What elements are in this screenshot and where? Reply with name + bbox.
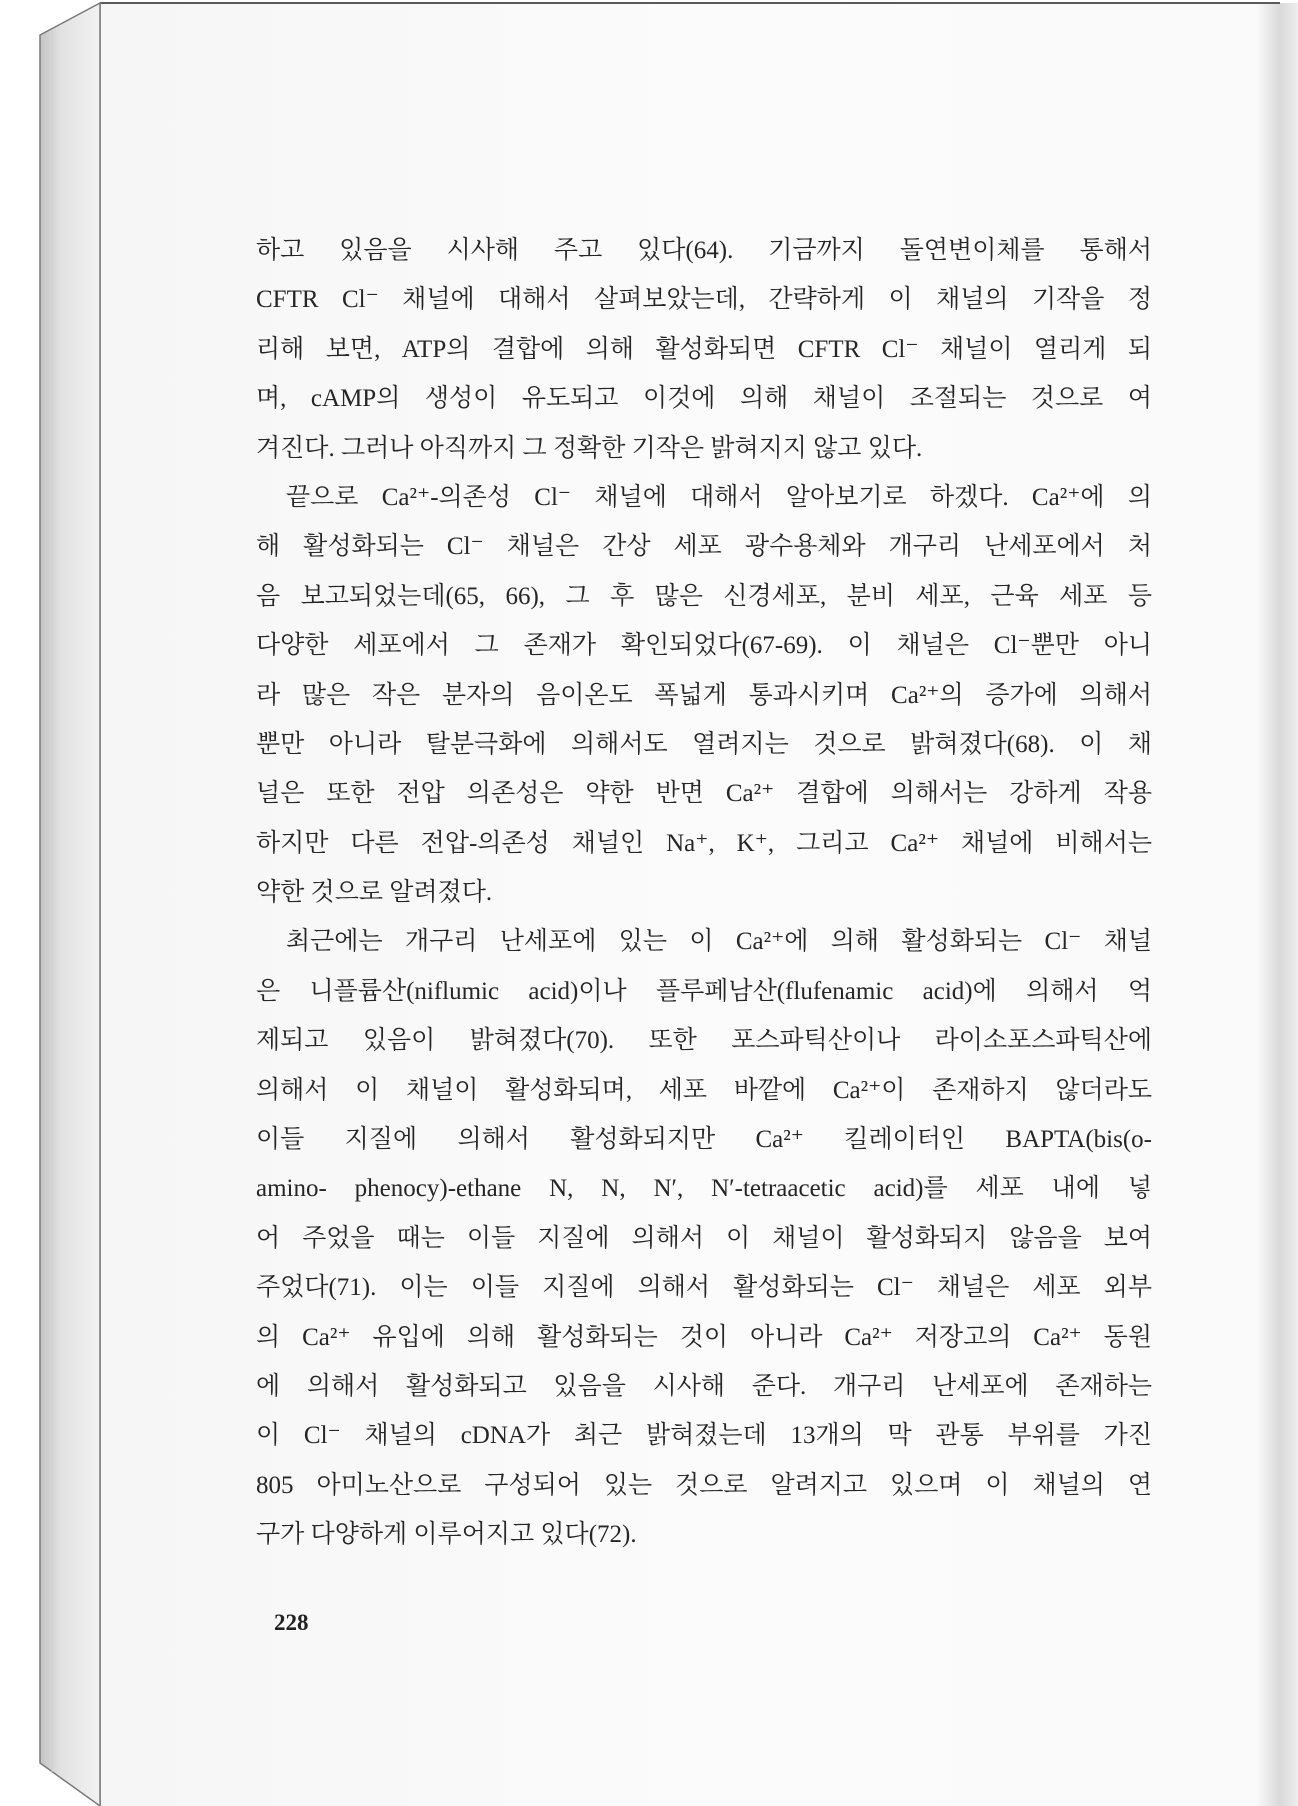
text-line: 어 주었을 때는 이들 지질에 의해서 이 채널이 활성화되지 않음을 보여 — [256, 1224, 1152, 1252]
text-line: 하고 있음을 시사해 주고 있다(64). 기금까지 돌연변이체를 통해서 — [256, 237, 1152, 264]
text-line: 구가 다양하게 이루어지고 있다(72). — [256, 1521, 637, 1549]
text-line: 제되고 있음이 밝혀졌다(70). 또한 포스파틱산이나 라이소포스파틱산에 — [256, 1027, 1152, 1055]
text-line: 은 니플륨산(niflumic acid)이나 플루페남산(flufenamic acid)에 의해서 억 — [256, 977, 1152, 1005]
text-line: 805 아미노산으로 구성되어 있는 것으로 알려지고 있으며 이 채널의 연 — [256, 1471, 1152, 1499]
body-text — [256, 226, 1152, 1560]
text-line: CFTR Cl⁻ 채널에 대해서 살펴보았는데, 간략하게 이 채널의 기작을 정 — [256, 286, 1152, 314]
text-line: 다양한 세포에서 그 존재가 확인되었다(67-69). 이 채널은 Cl⁻뿐만 아니 — [256, 632, 1152, 660]
paragraph — [256, 917, 1152, 1559]
paragraph — [256, 226, 1152, 473]
text-line: 며, cAMP의 생성이 유도되고 이것에 의해 채널이 조절되는 것으로 여 — [256, 385, 1152, 413]
text-line: 끝으로 Ca²⁺-의존성 Cl⁻ 채널에 대해서 알아보기로 하겠다. Ca²⁺에 의 — [286, 483, 1152, 511]
text-line: 약한 것으로 알려졌다. — [256, 879, 493, 907]
text-line: amino- phenocy)-ethane N, N, N′, N′-tetraacetic acid)를 세포 내에 넣 — [256, 1175, 1152, 1203]
paragraph — [256, 473, 1152, 918]
book-spine — [40, 3, 100, 1806]
text-line: 주었다(71). 이는 이들 지질에 의해서 활성화되는 Cl⁻ 채널은 세포 외부 — [256, 1274, 1152, 1302]
text-line: 에 의해서 활성화되고 있음을 시사해 준다. 개구리 난세포에 존재하는 — [256, 1372, 1152, 1400]
text-line: 겨진다. 그러나 아직까지 그 정확한 기작은 밝혀지지 않고 있다. — [256, 434, 923, 462]
text-line: 널은 또한 전압 의존성은 약한 반면 Ca²⁺ 결합에 의해서는 강하게 작용 — [256, 780, 1152, 808]
text-line: 리해 보면, ATP의 결합에 의해 활성화되면 CFTR Cl⁻ 채널이 열리게 되 — [256, 335, 1152, 363]
text-line: 뿐만 아니라 탈분극화에 의해서도 열려지는 것으로 밝혀졌다(68). 이 채 — [256, 730, 1152, 758]
text-line: 의 Ca²⁺ 유입에 의해 활성화되는 것이 아니라 Ca²⁺ 저장고의 Ca²⁺ 동원 — [256, 1323, 1152, 1351]
text-line: 음 보고되었는데(65, 66), 그 후 많은 신경세포, 분비 세포, 근육 세포 등 — [256, 582, 1152, 610]
text-line: 하지만 다른 전압-의존성 채널인 Na⁺, K⁺, 그리고 Ca²⁺ 채널에 비해서는 — [256, 829, 1152, 857]
text-line: 이들 지질에 의해서 활성화되지만 Ca²⁺ 킬레이터인 BAPTA(bis(o- — [256, 1126, 1152, 1154]
text-line: 해 활성화되는 Cl⁻ 채널은 간상 세포 광수용체와 개구리 난세포에서 처 — [256, 533, 1152, 561]
page-number: 228 — [274, 1610, 309, 1635]
text-line: 이 Cl⁻ 채널의 cDNA가 최근 밝혀졌는데 13개의 막 관통 부위를 가진 — [256, 1422, 1152, 1450]
text-line: 최근에는 개구리 난세포에 있는 이 Ca²⁺에 의해 활성화되는 Cl⁻ 채널 — [286, 928, 1152, 956]
text-line: 의해서 이 채널이 활성화되며, 세포 바깥에 Ca²⁺이 존재하지 않더라도 — [256, 1076, 1152, 1104]
text-line: 라 많은 작은 분자의 음이온도 폭넓게 통과시키며 Ca²⁺의 증가에 의해서 — [256, 681, 1152, 709]
